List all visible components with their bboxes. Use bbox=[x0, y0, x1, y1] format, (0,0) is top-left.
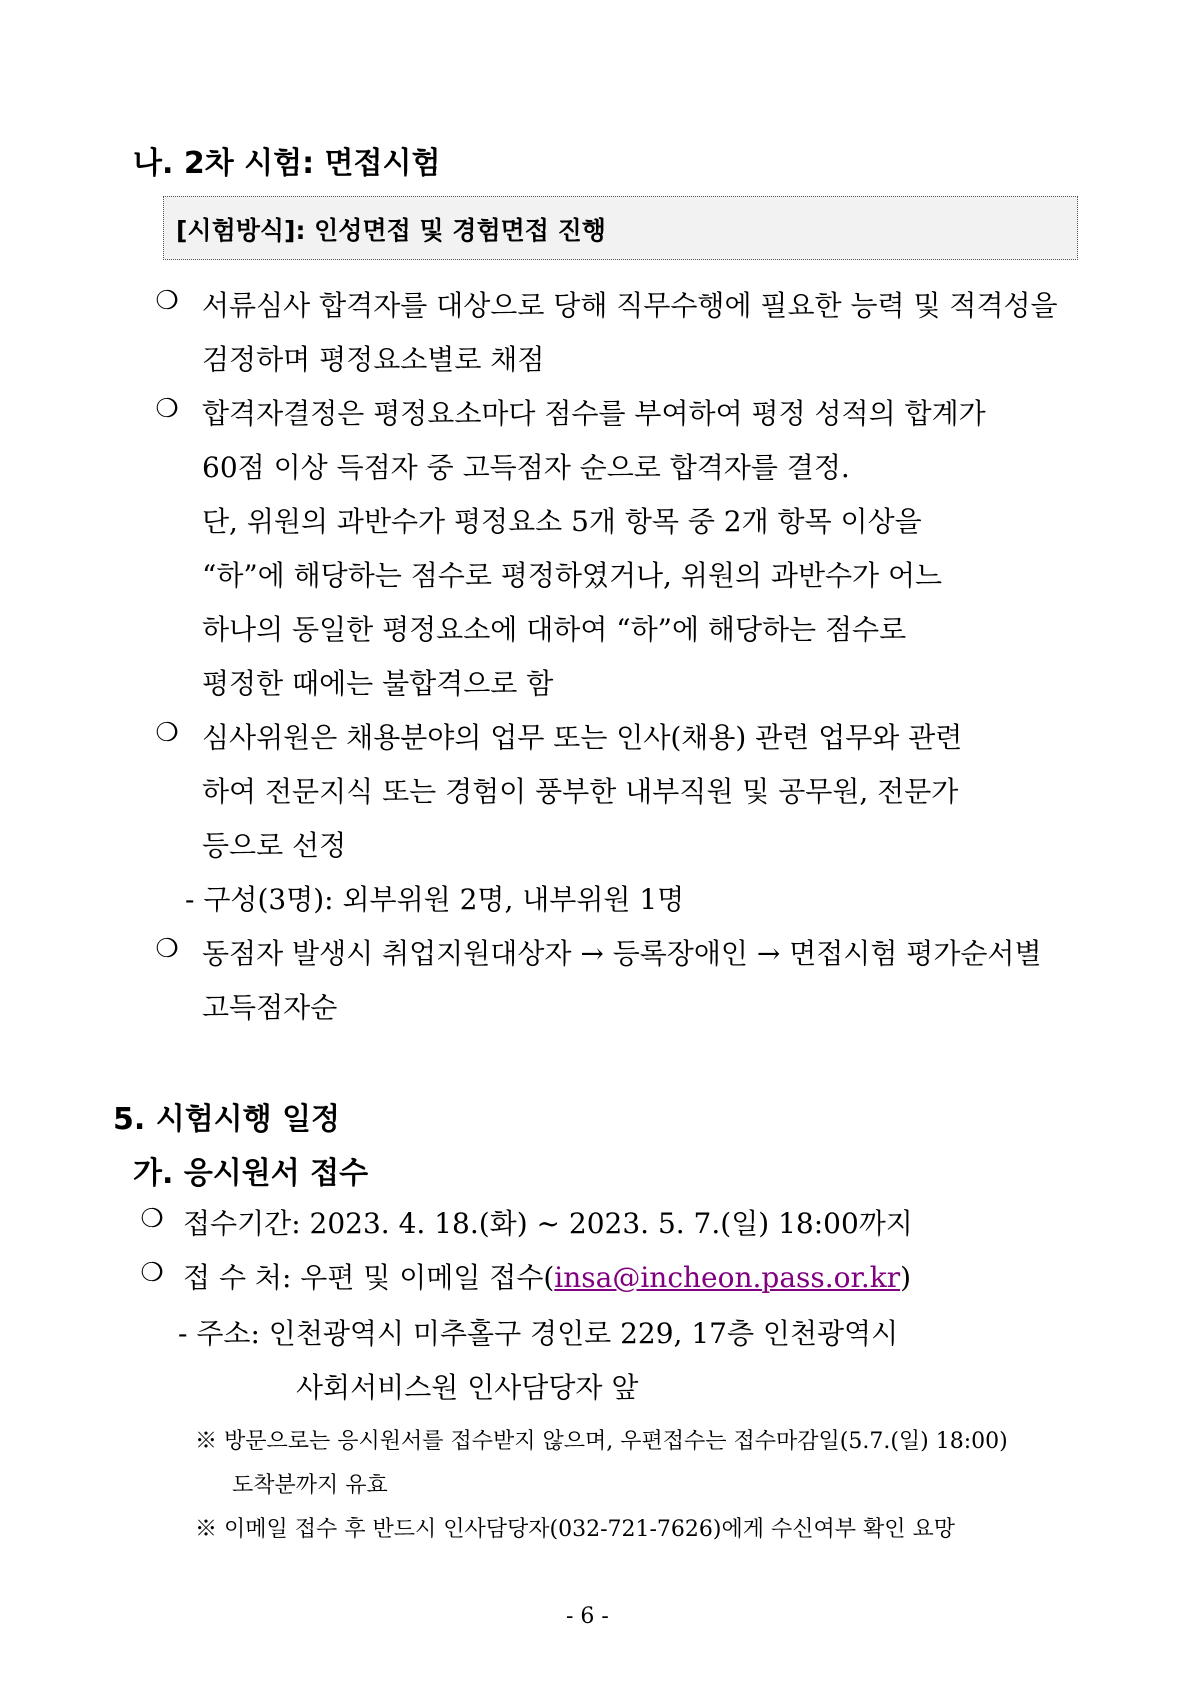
item4-line2: 고득점자순 bbox=[202, 991, 338, 1024]
note2: ※ 이메일 접수 후 반드시 인사담당자(032-721-7626)에게 수신여부 확인 요망 bbox=[195, 1517, 955, 1542]
address-line2: 사회서비스원 인사담당자 앞 bbox=[296, 1371, 639, 1404]
item2-line4: “하”에 해당하는 점수로 평정하였거나, 위원의 과반수가 어느 bbox=[202, 559, 943, 592]
bullet-circle-icon: ❍ bbox=[155, 286, 179, 316]
place-suffix: ) bbox=[900, 1261, 912, 1294]
section5-title: 5. 시험시행 일정 bbox=[113, 1102, 341, 1137]
item3-line2: 하여 전문지식 또는 경험이 풍부한 내부직원 및 공무원, 전문가 bbox=[202, 775, 959, 808]
page-number: - 6 - bbox=[566, 1604, 609, 1629]
bullet-circle-icon: ❍ bbox=[155, 934, 179, 964]
place-prefix: 접 수 처: 우편 및 이메일 접수( bbox=[183, 1261, 555, 1294]
section-na-title: 나. 2차 시험: 면접시험 bbox=[133, 146, 441, 181]
item4-line1: 동점자 발생시 취업지원대상자 → 등록장애인 → 면접시험 평가순서별 bbox=[202, 937, 1042, 970]
item3-line1: 심사위원은 채용분야의 업무 또는 인사(채용) 관련 업무와 관련 bbox=[202, 721, 963, 754]
item3-sub: - 구성(3명): 외부위원 2명, 내부위원 1명 bbox=[185, 883, 685, 916]
address-line1: - 주소: 인천광역시 미추홀구 경인로 229, 17층 인천광역시 bbox=[178, 1317, 899, 1350]
item2-line6: 평정한 때에는 불합격으로 함 bbox=[202, 667, 554, 700]
note1-line2: 도착분까지 유효 bbox=[232, 1473, 388, 1498]
item1-line2: 검정하며 평정요소별로 채점 bbox=[202, 343, 545, 376]
bullet-circle-icon: ❍ bbox=[140, 1258, 164, 1288]
item1-line1: 서류심사 합격자를 대상으로 당해 직무수행에 필요한 능력 및 적격성을 bbox=[202, 289, 1058, 322]
note1-line1: ※ 방문으로는 응시원서를 접수받지 않으며, 우편접수는 접수마감일(5.7.(일) 18:00) bbox=[195, 1429, 1008, 1454]
item2-line2: 60점 이상 득점자 중 고득점자 순으로 합격자를 결정. bbox=[202, 451, 850, 484]
item2-line3: 단, 위원의 과반수가 평정요소 5개 항목 중 2개 항목 이상을 bbox=[202, 505, 922, 538]
method-box-text: [시험방식]: 인성면접 및 경험면접 진행 bbox=[176, 216, 606, 245]
bullet-circle-icon: ❍ bbox=[140, 1204, 164, 1234]
place-line bbox=[183, 1256, 911, 1296]
email-link[interactable]: insa@incheon.pass.or.kr bbox=[554, 1261, 901, 1294]
item2-line5: 하나의 동일한 평정요소에 대하여 “하”에 해당하는 점수로 bbox=[202, 613, 907, 646]
item3-line3: 등으로 선정 bbox=[202, 829, 347, 862]
period-text: 접수기간: 2023. 4. 18.(화) ~ 2023. 5. 7.(일) 18:00까지 bbox=[183, 1207, 913, 1240]
item2-line1: 합격자결정은 평정요소마다 점수를 부여하여 평정 성적의 합계가 bbox=[202, 397, 986, 430]
method-box bbox=[163, 196, 1078, 260]
bullet-circle-icon: ❍ bbox=[155, 394, 179, 424]
section5-subtitle: 가. 응시원서 접수 bbox=[133, 1156, 369, 1191]
bullet-circle-icon: ❍ bbox=[155, 718, 179, 748]
